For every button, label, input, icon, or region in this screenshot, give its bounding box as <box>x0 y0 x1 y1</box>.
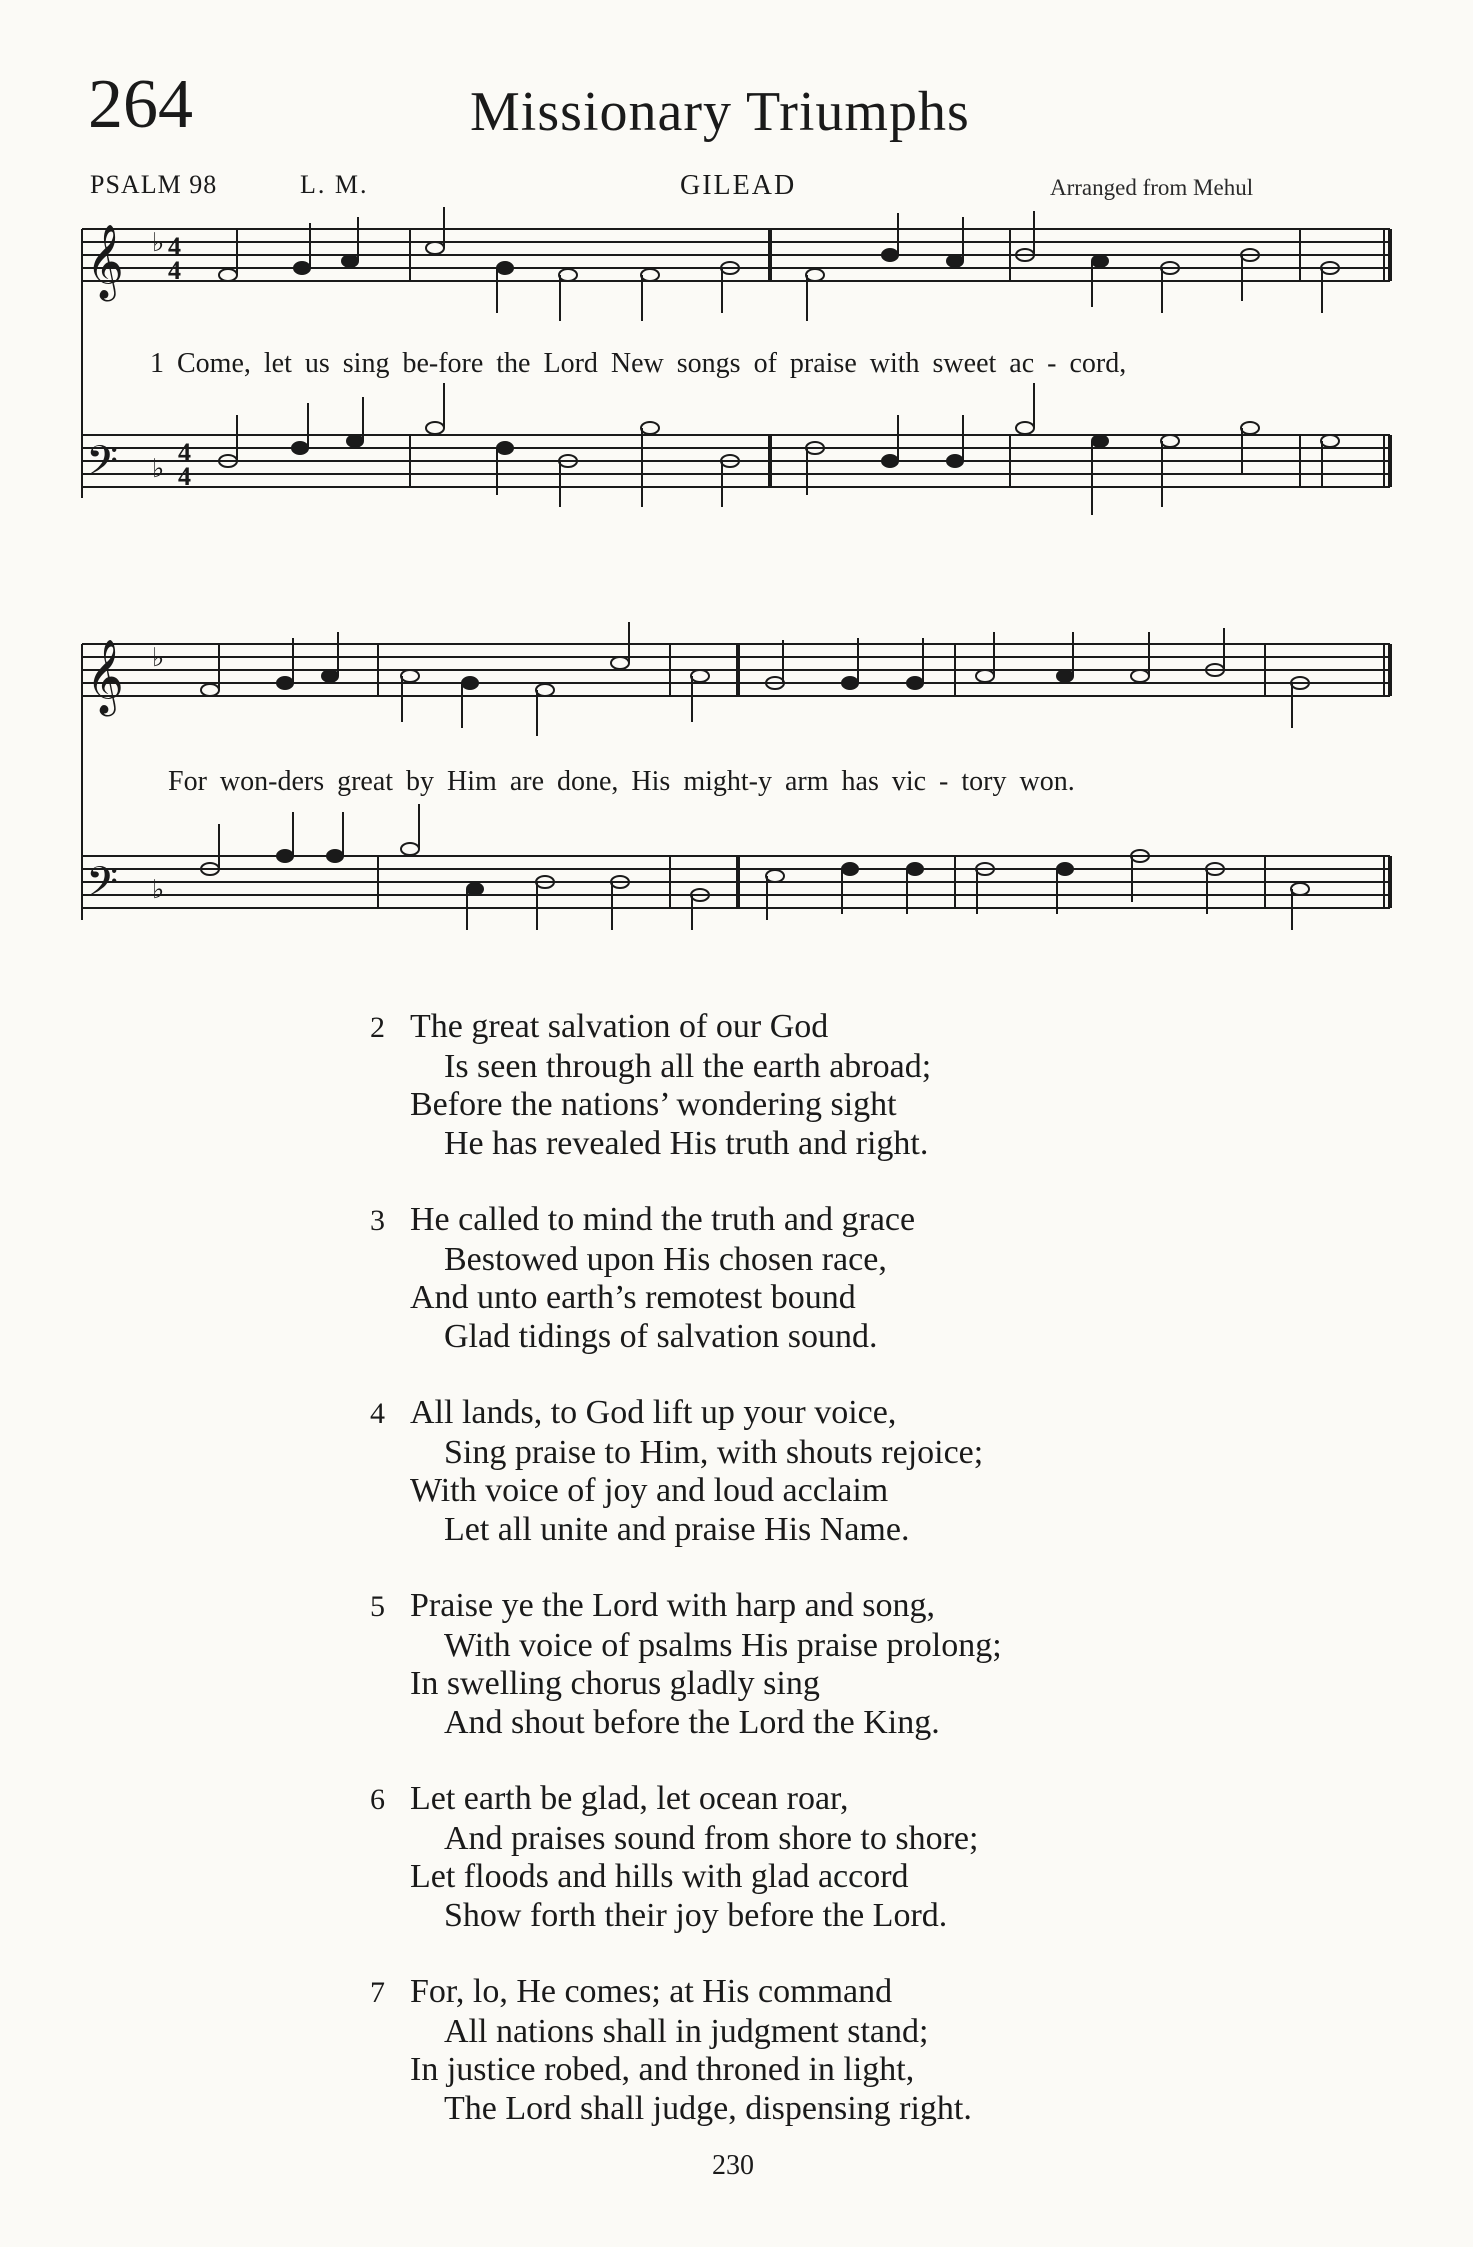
verse-text: With voice of joy and loud acclaim <box>410 1472 889 1509</box>
meter-label: L. M. <box>300 170 369 199</box>
verse-line <box>370 2051 1170 2090</box>
svg-text:4: 4 <box>178 462 191 491</box>
psalm-reference: PSALM 98 <box>90 170 218 199</box>
verse-line <box>370 1704 1170 1743</box>
verse-5 <box>370 1587 1170 1742</box>
verse-3 <box>370 1201 1170 1356</box>
hymn-title: Missionary Triumphs <box>470 81 970 143</box>
verse-text: Sing praise to Him, with shouts rejoice; <box>444 1433 984 1471</box>
verse-text: Let all unite and praise His Name. <box>444 1510 910 1548</box>
lyric-line-1: 1 Come, let us sing be-fore the Lord New songs of praise with sweet ac - cord, <box>150 348 1127 379</box>
verse-line <box>370 1780 1170 1820</box>
svg-text:♭: ♭ <box>152 875 165 904</box>
verse-list <box>370 1008 1170 2166</box>
verse-line <box>370 2013 1170 2052</box>
verse-line <box>370 1858 1170 1897</box>
verse-line <box>370 1665 1170 1704</box>
verse-line <box>370 2090 1170 2129</box>
music-system-1 <box>0 215 1473 545</box>
verse-line <box>370 1125 1170 1164</box>
verse-line <box>370 1086 1170 1125</box>
verse-line <box>370 1897 1170 1936</box>
verse-text: All nations shall in judgment stand; <box>444 2012 929 2050</box>
verse-line <box>370 1511 1170 1550</box>
verse-text: Is seen through all the earth abroad; <box>444 1047 932 1085</box>
verse-line <box>370 1008 1170 1048</box>
verse-number: 7 <box>370 1976 385 2009</box>
verse-line <box>370 1587 1170 1627</box>
verse-2 <box>370 1008 1170 1163</box>
verse-text: For, lo, He comes; at His command <box>410 1973 893 2010</box>
svg-text:4: 4 <box>178 438 191 467</box>
verse-text: The Lord shall judge, dispensing right. <box>444 2089 972 2127</box>
verse-text: All lands, to God lift up your voice, <box>410 1394 897 1431</box>
svg-text:4: 4 <box>168 232 181 261</box>
verse-line <box>370 1048 1170 1087</box>
verse-4 <box>370 1394 1170 1549</box>
verse-line <box>370 1241 1170 1280</box>
verse-line <box>370 1820 1170 1859</box>
verse-line <box>370 1627 1170 1666</box>
verse-text: And shout before the Lord the King. <box>444 1703 940 1741</box>
page-number: 230 <box>712 2150 754 2181</box>
svg-text:♭: ♭ <box>152 643 165 672</box>
verse-line <box>370 1318 1170 1357</box>
verse-line <box>370 1201 1170 1241</box>
verse-line <box>370 1472 1170 1511</box>
verse-text: Bestowed upon His chosen race, <box>444 1240 887 1278</box>
lyric-line-2: For won-ders great by Him are done, His might-y arm has vic - tory won. <box>168 766 1075 797</box>
verse-text: He called to mind the truth and grace <box>410 1201 916 1238</box>
verse-text: Show forth their joy before the Lord. <box>444 1896 948 1934</box>
verse-text: Praise ye the Lord with harp and song, <box>410 1587 935 1624</box>
hymn-number: 264 <box>88 66 193 143</box>
verse-text: Let floods and hills with glad accord <box>410 1858 909 1895</box>
arranger-credit: Arranged from Mehul <box>1050 175 1254 200</box>
verse-line <box>370 1973 1170 2013</box>
verse-7 <box>370 1973 1170 2128</box>
verse-text: Glad tidings of salvation sound. <box>444 1317 878 1355</box>
treble-clef-icon: 𝄞 <box>86 641 124 712</box>
svg-text:4: 4 <box>168 256 181 285</box>
svg-text:♭: ♭ <box>152 454 165 483</box>
verse-text: He has revealed His truth and right. <box>444 1124 929 1162</box>
verse-text: In justice robed, and throned in light, <box>410 2051 915 2088</box>
verse-text: In swelling chorus gladly sing <box>410 1665 820 1702</box>
verse-number: 6 <box>370 1783 385 1816</box>
verse-line <box>370 1394 1170 1434</box>
verse-number: 5 <box>370 1590 385 1623</box>
verse-line <box>370 1279 1170 1318</box>
treble-clef-icon: 𝄞 <box>86 226 124 297</box>
verse-text: Before the nations’ wondering sight <box>410 1086 897 1123</box>
verse-text: And unto earth’s remotest bound <box>410 1279 856 1316</box>
verse-number: 4 <box>370 1397 385 1430</box>
verse-text: With voice of psalms His praise prolong; <box>444 1626 1002 1664</box>
tune-name: GILEAD <box>680 170 797 201</box>
verse-6 <box>370 1780 1170 1935</box>
verse-text: And praises sound from shore to shore; <box>444 1819 979 1857</box>
verse-number: 3 <box>370 1204 385 1237</box>
bass-clef-icon: 𝄢 <box>86 859 119 915</box>
verse-text: Let earth be glad, let ocean roar, <box>410 1780 849 1817</box>
verse-line <box>370 1434 1170 1473</box>
svg-text:♭: ♭ <box>152 228 165 257</box>
bass-clef-icon: 𝄢 <box>86 438 119 494</box>
verse-text: The great salvation of our God <box>410 1008 829 1045</box>
verse-number: 2 <box>370 1011 385 1044</box>
